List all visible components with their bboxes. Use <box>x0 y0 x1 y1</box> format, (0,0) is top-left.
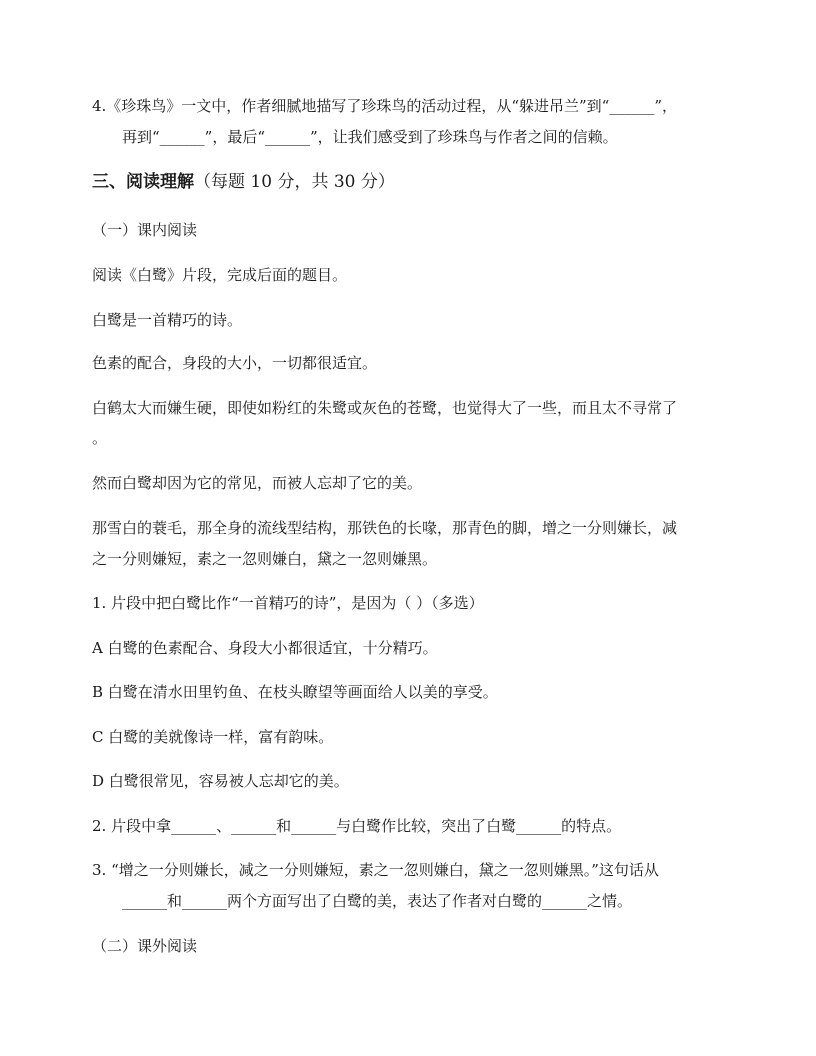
option-a: A 白鹭的色素配合、身段大小都很适宜，十分精巧。 <box>92 639 438 657</box>
question-2: 2. 片段中拿______、______和______与白鹭作比较，突出了白鹭______的特点。 <box>92 817 622 835</box>
option-d: D 白鹭很常见，容易被人忘却它的美。 <box>92 772 349 790</box>
passage-line: 色素的配合，身段的大小，一切都很适宜。 <box>92 354 378 372</box>
passage-line: 白鹭是一首精巧的诗。 <box>92 311 243 329</box>
question-3-line-2: ______和______两个方面写出了白鹭的美，表达了作者对白鹭的______之情。 <box>122 892 633 910</box>
question-1-stem: 1. 片段中把白鹭比作“一首精巧的诗”，是因为（ ）（多选） <box>92 594 484 612</box>
question-4-line-1: 4.《珍珠鸟》一文中，作者细腻地描写了珍珠鸟的活动过程，从“躲进吊兰”到“______”， <box>92 97 677 115</box>
section-3-score-note: （每题 10 分，共 30 分） <box>194 172 395 192</box>
passage-line: 然而白鹭却因为它的常见，而被人忘却了它的美。 <box>92 474 423 492</box>
part-1-label: （一）课内阅读 <box>92 221 198 239</box>
part-2-label: （二）课外阅读 <box>92 937 198 955</box>
passage-line: 之一分则嫌短，素之一忽则嫌白，黛之一忽则嫌黑。 <box>92 550 438 568</box>
option-b: B 白鹭在清水田里钓鱼、在枝头瞭望等画面给人以美的享受。 <box>92 683 498 701</box>
passage-line: 那雪白的蓑毛，那全身的流线型结构，那铁色的长喙，那青色的脚，增之一分则嫌长，减 <box>92 519 678 537</box>
passage-line: 。 <box>92 429 108 447</box>
section-3-heading <box>92 172 395 192</box>
option-c: C 白鹭的美就像诗一样，富有韵味。 <box>92 728 334 746</box>
question-3-line-1: 3. “增之一分则嫌长，减之一分则嫌短，素之一忽则嫌白，黛之一忽则嫌黑。”这句话从 <box>92 861 659 879</box>
question-4-line-2: 再到“______”，最后“______”，让我们感受到了珍珠鸟与作者之间的信赖。 <box>122 128 618 146</box>
section-3-title: 三、阅读理解 <box>92 172 194 192</box>
passage-line: 白鹤太大而嫌生硬，即使如粉红的朱鹭或灰色的苍鹭，也觉得大了一些，而且太不寻常了 <box>92 399 678 417</box>
part-1-instruction: 阅读《白鹭》片段，完成后面的题目。 <box>92 266 348 284</box>
